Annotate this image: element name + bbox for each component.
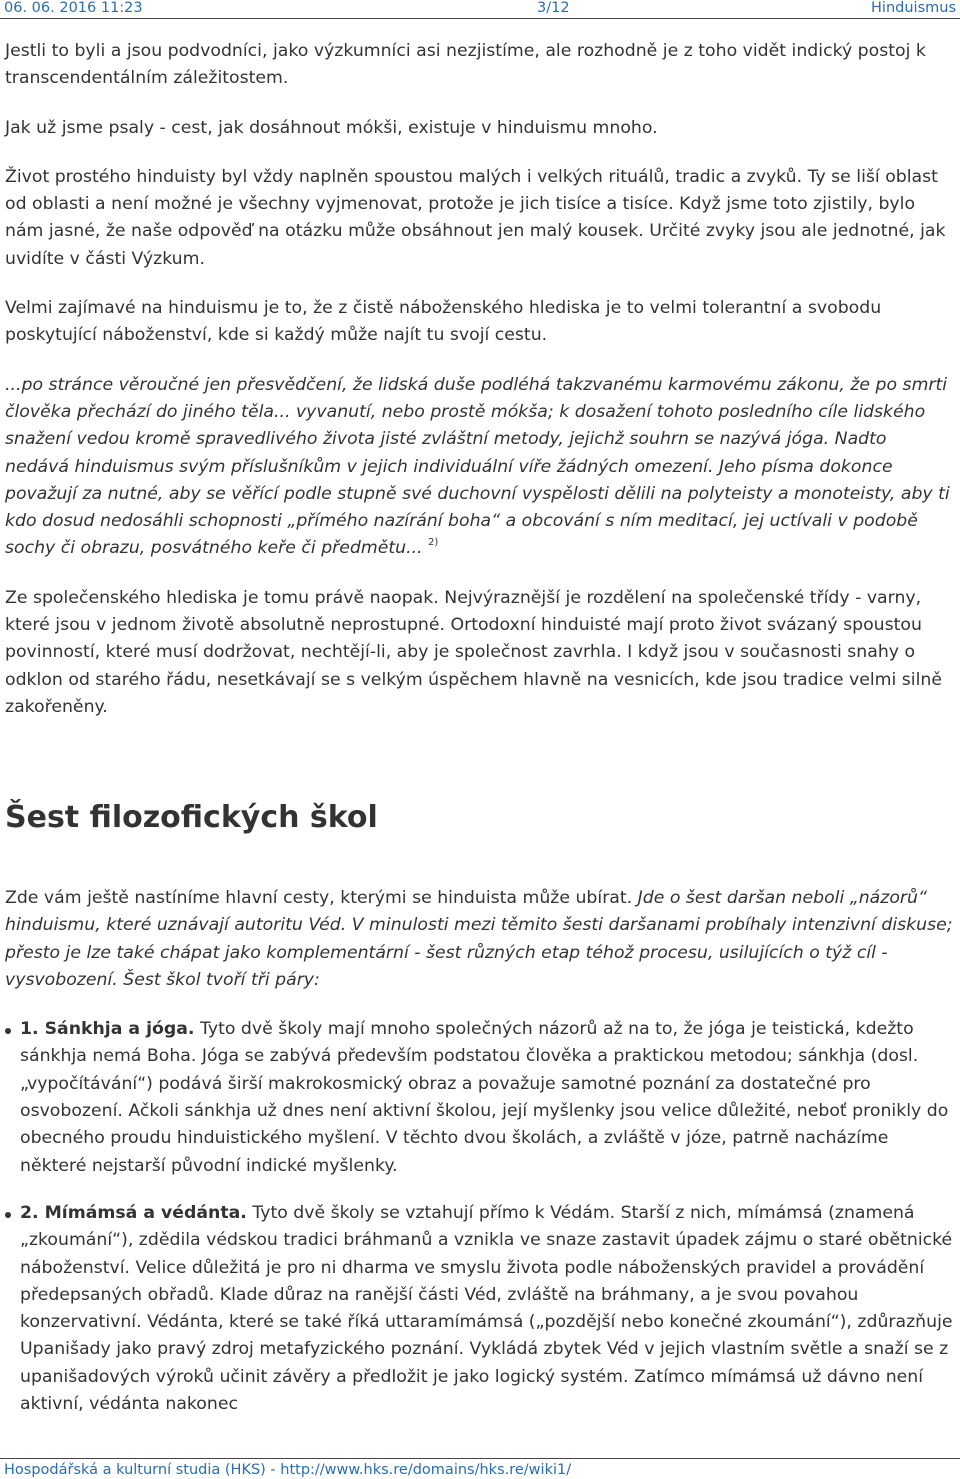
paragraph-3: Život prostého hinduisty byl vždy naplněn spoustou malých i velkých rituálů, tradic a zvyků. Ty se liší oblast od oblasti a není možné je všechny vyjmenovat, protože je jich tisíce a tisíce. Když jsme toto zjistily, bylo nám jasné, že naše odpověď na otázku může obsáhnout jen malý kousek. Určité zvyky jsou ale jednotné, jak uvidíte v části Výzkum.	[5, 166, 946, 269]
list-item-title: 1. Sánkhja a jóga.	[20, 1019, 195, 1040]
paragraph-6: Ze společenského hlediska je tomu právě naopak. Nejvýraznější je rozdělení na společenské třídy - varny, které jsou v jednom životě absolutně neprostupné. Ortodoxní hinduisté mají proto život svázaný spoustou povinností, které musí dodržovat, nechtějí-li, aby je společnost zavrhla. I když jsou v současnosti snahy o odklon od starého řádu, nesetkávají se s velkým úspěchem hlavně na vesnicích, kde jsou tradice velmi silně zakořeněny.	[5, 587, 942, 717]
list-item-title: 2. Mímámsá a védánta.	[20, 1202, 247, 1223]
list-item	[5, 1200, 955, 1418]
header-section-name: Hinduismus	[871, 0, 956, 16]
page-footer	[0, 1458, 960, 1479]
section-content	[5, 885, 955, 1438]
list-item-text: Tyto dvě školy se vztahují přímo k Védám. Starší z nich, mímámsá (znamená „zkoumání“), zdědila védskou tradici bráhmanů a vznikla ve snaze zastavit úpadek zájmu o staré obětnické náboženství. Velice důležitá je pro ni dharma ve smyslu života podle náboženských pravidel a provádění předepsaných obřadů. Klade důraz na ranější části Véd, zvláště na bráhmany, a je svou povahou konzervativní. Védánta, které se také říká uttaramímámsá („pozdější nebo konečné zkoumání“), zdůrazňuje Upanišady jako pravý zdroj metafyzického poznání. Vykládá zbytek Véd v jejich vlastním světle a snaží se z upanišadových výroků učinit závěry a předložit je jako logický systém. Zatímco mímámsá už dávno není aktivní, védánta nakonec	[20, 1202, 953, 1415]
paragraph-2: Jak už jsme psaly - cest, jak dosáhnout mókši, existuje v hinduismu mnoho.	[5, 117, 658, 138]
section-intro	[5, 885, 955, 994]
header-date: 06. 06. 2016 11:23	[4, 0, 143, 16]
page-header	[0, 0, 960, 19]
bullet-icon	[5, 1212, 11, 1218]
footnote-ref[interactable]: 2)	[428, 537, 439, 549]
list-item	[5, 1016, 955, 1180]
intro-italic: Jde o šest daršan neboli „názorů“ hinduismu, které uznávají autoritu Véd. V minulosti mezi těmito šesti daršanami probíhaly intenzivní diskuse; přesto je lze také chápat jako komplementární - šest různých etap téhož procesu, usilujících o týž cíl - vysvobození. Šest škol tvoří tři páry:	[5, 888, 953, 990]
schools-list	[5, 1016, 955, 1418]
section-heading: Šest filozofických škol	[5, 800, 378, 835]
footer-text[interactable]: Hospodářská a kulturní studia (HKS) - http://www.hks.re/domains/hks.re/wiki1/	[4, 1462, 572, 1478]
paragraph-4: Velmi zajímavé na hinduismu je to, že z čistě náboženského hlediska je to velmi tolerantní a svobodu poskytující náboženství, kde si každý může najít tu svojí cestu.	[5, 298, 882, 346]
quote-text: ...po stránce věroučné jen přesvědčení, že lidská duše podléhá takzvanému karmovému zákonu, že po smrti člověka přechází do jiného těla... vyvanutí, nebo prostě mókša; k dosažení tohoto posledního cíle lidského snažení vedou kromě spravedlivého života jisté zvláštní metody, jejichž souhrn se nazývá jóga. Nadto nedává hinduismus svým příslušníkům v jejich individuální víře žádných omezení. Jeho písma dokonce považují za nutné, aby se věřící podle stupně své duchovní vyspělosti dělili na polyteisty a monoteisty, aby ti kdo dosud nedosáhli schopnosti „přímého nazírání boha“ a obcování s ním meditací, jej uctívali v podobě sochy či obrazu, posvátného keře či předmětu...	[5, 374, 950, 559]
list-item-text: Tyto dvě školy mají mnoho společných názorů až na to, že jóga je teistická, kdežto sánkhja nemá Boha. Jóga se zabývá především podstatou člověka a praktickou metodou; sánkhja (dosl. „vypočítávání“) podává širší makrokosmický obraz a považuje samotné poznání za dostatečné pro osvobození. Ačkoli sánkhja už dnes není aktivní školou, její myšlenky jsou velice důležité, neboť pronikly do obecného proudu hinduistického myšlení. V těchto dvou školách, a zvláště v józe, patrně nacházíme některé nejstarší původní indické myšlenky.	[20, 1019, 949, 1176]
paragraph-1: Jestli to byli a jsou podvodníci, jako výzkumníci asi nezjistíme, ale rozhodně je z toho vidět indický postoj k transcendentálním záležitostem.	[5, 41, 926, 89]
quote-paragraph	[5, 372, 955, 563]
bullet-icon	[5, 1028, 11, 1034]
intro-plain: Zde vám ještě nastíníme hlavní cesty, kterými se hinduista může ubírat.	[5, 888, 638, 908]
header-page-number: 3/12	[537, 0, 570, 16]
main-content	[5, 38, 955, 743]
